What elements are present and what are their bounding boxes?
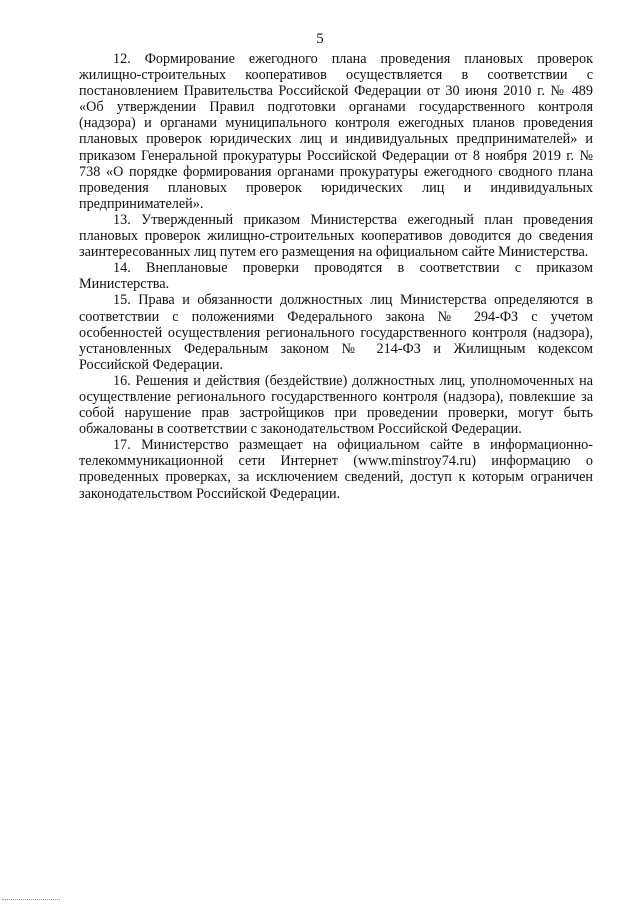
document-body [79, 51, 593, 502]
paragraph-15: 15. Права и обязанности должностных лиц Министерства определяются в соответствии с положениями Федерального закона № 294-ФЗ с учетом особенностей осуществления регионального государственного контроля (надзора), установленных Федеральным законом № 214-ФЗ и Жилищным кодексом Российской Федерации. [79, 292, 593, 373]
paragraph-12: 12. Формирование ежегодного плана проведения плановых проверок жилищно-строительных кооперативов осуществляется в соответствии с постановлением Правительства Российской Федерации от 30 июня 2010 г. № 489 «Об утверждении Правил подготовки органами государственного контроля (надзора) и органами муниципального контроля ежегодных планов проведения плановых проверок юридических лиц и индивидуальных предпринимателей» и приказом Генеральной прокуратуры Российской Федерации от 8 ноября 2019 г. № 738 «О порядке формирования органами прокуратуры ежегодного сводного плана проведения плановых проверок юридических лиц и индивидуальных предпринимателей». [79, 51, 593, 212]
scan-edge-mark [2, 899, 60, 903]
paragraph-13: 13. Утвержденный приказом Министерства ежегодный план проведения плановых проверок жилищно-строительных кооперативов доводится до сведения заинтересованных лиц путем его размещения на официальном сайте Министерства. [79, 211, 593, 261]
paragraph-17: 17. Министерство размещает на официальном сайте в информационно-телекоммуникационной сети Интернет (www.minstroy74.ru) информацию о проведенных проверках, за исключением сведений, доступ к которым ограничен законодательством Российской Федерации. [79, 437, 593, 502]
paragraph-16: 16. Решения и действия (бездействие) должностных лиц, уполномоченных на осуществление регионального государственного контроля (надзора), повлекшие за собой нарушение прав застройщиков при проведении проверки, могут быть обжалованы в соответствии с законодательством Российской Федерации. [79, 372, 593, 438]
paragraph-14: 14. Внеплановые проверки проводятся в соответствии с приказом Министерства. [79, 260, 593, 293]
page-number: 5 [316, 31, 324, 47]
